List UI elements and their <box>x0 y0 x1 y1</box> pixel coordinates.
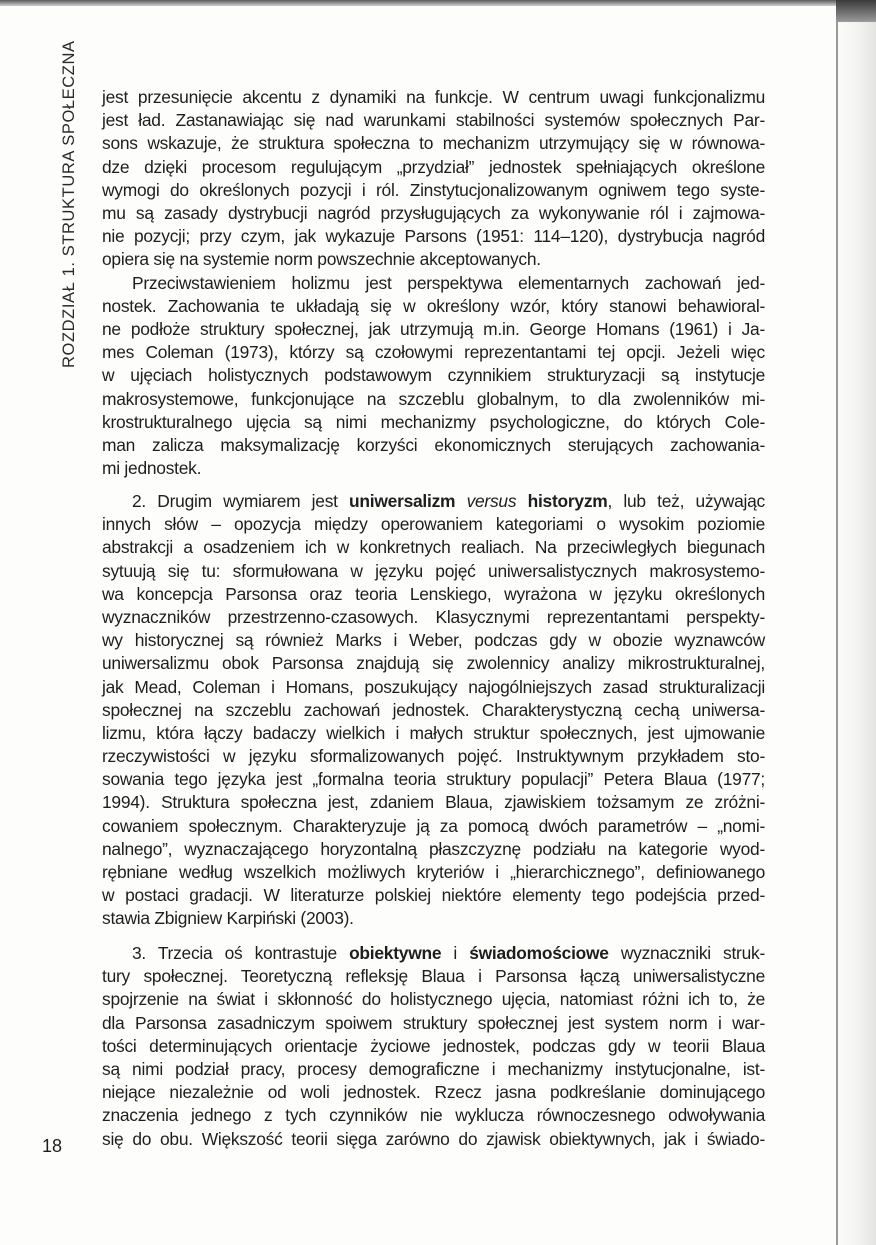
paragraph-1 <box>102 86 765 272</box>
text-line: spojrzenie na świat i skłonność do holistycznego ujęcia, natomiast różni ich to, że <box>102 989 765 1010</box>
text-line: nostek. Zachowania te układają się w określony wzór, który stanowi behawioral- <box>102 295 765 316</box>
text-line: niejące niezależnie od woli jednostek. Rzecz jasna podkreślanie dominującego <box>102 1082 765 1103</box>
text-line: nalnego”, wyznaczającego horyzontalną płaszczyznę podziału na kategorie wyod- <box>102 838 765 859</box>
text-line: abstrakcji a osadzeniem ich w konkretnych realiach. Na przeciwległych biegunach <box>102 537 765 558</box>
text-line: jest przesunięcie akcentu z dynamiki na funkcje. W centrum uwagi funkcjonalizmu <box>102 87 765 107</box>
page-number: 18 <box>42 1136 63 1156</box>
paragraph-3-lead: 2. Drugim wymiarem jest <box>132 491 350 511</box>
text-line: stawia Zbigniew Karpiński (2003). <box>102 908 354 929</box>
term-versus: versus <box>455 491 528 511</box>
text-line: znaczenia jednego z tych czynników nie wyklucza równoczesnego odwoływania <box>102 1105 765 1126</box>
paragraph-3-lead-tail: , lub też, używając <box>607 491 765 511</box>
term-consciousness: świadomościowe <box>469 943 609 963</box>
text-line: uniwersalizmu obok Parsonsa znajdują się zwolennicy analizy mikrostrukturalnej, <box>102 653 765 674</box>
text-line: lizmu, która łączy badaczy wielkich i małych struktur społecznych, jest ujmowanie <box>102 722 765 743</box>
text-line: wy historycznej są również Marks i Weber, podczas gdy w obozie wyznawców <box>102 630 765 651</box>
text-line: jak Mead, Coleman i Homans, poszukujący najogólniejszych zasad strukturalizacji <box>102 676 765 697</box>
text-line: ne podłoże struktury społecznej, jak utrzymują m.in. George Homans (1961) i Ja- <box>102 318 765 339</box>
text-line: sons wskazuje, że struktura społeczna to mechanizm utrzymujący się w równowa- <box>102 133 765 154</box>
text-line: dze dzięki procesom regulującym „przydział” jednostek spełniających określone <box>102 156 765 177</box>
text-line: rębniane według wszelkich możliwych kryteriów i „hierarchicznego”, definiowanego <box>102 862 765 882</box>
text-line: sytuują się tu: sformułowana w języku pojęć uniwersalistycznych makrosystemo- <box>102 560 765 581</box>
text-line: rzeczywistości w języku sformalizowanych pojęć. Instruktywnym przykładem sto- <box>102 746 765 767</box>
text-line: wyznaczników przestrzenno-czasowych. Klasycznymi reprezentantami perspekty- <box>102 606 765 627</box>
text-line: jest ład. Zastanawiając się nad warunkami stabilności systemów społecznych Par- <box>102 110 765 131</box>
paragraph-4 <box>102 942 765 1151</box>
paragraph-3 <box>102 490 765 931</box>
text-line: sowania tego języka jest „formalna teoria struktury populacji” Petera Blaua (1977; <box>102 769 765 790</box>
text-line: 1994). Struktura społeczna jest, zdaniem Blaua, zjawiskiem tożsamym ze zróżni- <box>102 792 765 813</box>
term-universalism: uniwersalizm <box>349 491 456 511</box>
text-line <box>102 490 765 513</box>
text-line: cowaniem społecznym. Charakteryzuje ją za pomocą dwóch parametrów – „nomi- <box>102 815 765 836</box>
scan-shadow-top <box>0 0 876 6</box>
text-line: tury społecznej. Teoretyczną refleksję Blaua i Parsonsa łączą uniwersalistyczne <box>102 966 765 987</box>
text-line: nie pozycji; przy czym, jak wykazuje Parsons (1951: 114–120), dystrybucja nagród <box>102 226 765 247</box>
term-historicism: historyzm <box>527 491 608 511</box>
paragraph-4-lead: 3. Trzecia oś kontrastuje <box>132 943 350 963</box>
scan-shadow-corner <box>836 0 876 22</box>
text-line: Przeciwstawieniem holizmu jest perspektywa elementarnych zachowań jed- <box>132 272 765 293</box>
text-line: wa koncepcja Parsonsa oraz teoria Lenskiego, wyrażona w języku określonych <box>102 583 765 604</box>
text-line: makrosystemowe, funkcjonujące na szczeblu globalnym, to dla zwolenników mi- <box>102 388 765 409</box>
text-line: tości determinujących orientacje życiowe jednostek, podczas gdy w teorii Blaua <box>102 1035 765 1056</box>
text-line: społecznej na szczeblu zachowań jednostek. Charakterystyczną cechą uniwersa- <box>102 699 765 720</box>
page-edge-line <box>836 0 838 1245</box>
text-line: są nimi podział pracy, procesy demograficzne i mechanizmy instytucjonalne, ist- <box>102 1058 765 1079</box>
text-line: mi jednostek. <box>102 458 202 479</box>
paragraph-4-conj: i <box>441 943 470 963</box>
text-line: man zalicza maksymalizację korzyści ekonomicznych sterujących zachowania- <box>102 434 765 455</box>
running-head: ROZDZIAŁ 1. STRUKTURA SPOŁECZNA <box>60 40 78 368</box>
paragraph-2 <box>102 272 765 481</box>
text-line: mes Coleman (1973), którzy są czołowymi reprezentantami tej opcji. Jeżeli więc <box>102 342 765 363</box>
scan-shadow-right <box>836 0 876 1245</box>
text-line: opiera się na systemie norm powszechnie akceptowanych. <box>102 249 541 270</box>
text-line: mu są zasady dystrybucji nagród przysługujących za wykonywanie ról i zajmowa- <box>102 202 765 223</box>
text-line <box>102 942 765 965</box>
text-line: wymogi do określonych pozycji i ról. Zinstytucjonalizowanym ogniwem tego syste- <box>102 179 765 200</box>
text-line: innych słów – opozycja między operowaniem kategoriami o wysokim poziomie <box>102 514 765 535</box>
text-line: dla Parsonsa zasadniczym spoiwem struktury społecznej jest system norm i war- <box>102 1012 765 1033</box>
text-line: w ujęciach holistycznych podstawowym czynnikiem strukturyzacji są instytucje <box>102 365 765 386</box>
text-line: się do obu. Większość teorii sięga zarówno do zjawisk obiektywnych, jak i świado- <box>102 1128 765 1149</box>
paragraph-4-lead-tail: wyznaczniki struk- <box>608 943 766 963</box>
term-objective: obiektywne <box>349 943 442 963</box>
text-line: w postaci gradacji. W literaturze polskiej niektóre elementy tego podejścia przed- <box>102 885 765 906</box>
text-line: krostrukturalnego ujęcia są nimi mechanizmy psychologiczne, do których Cole- <box>102 411 765 432</box>
